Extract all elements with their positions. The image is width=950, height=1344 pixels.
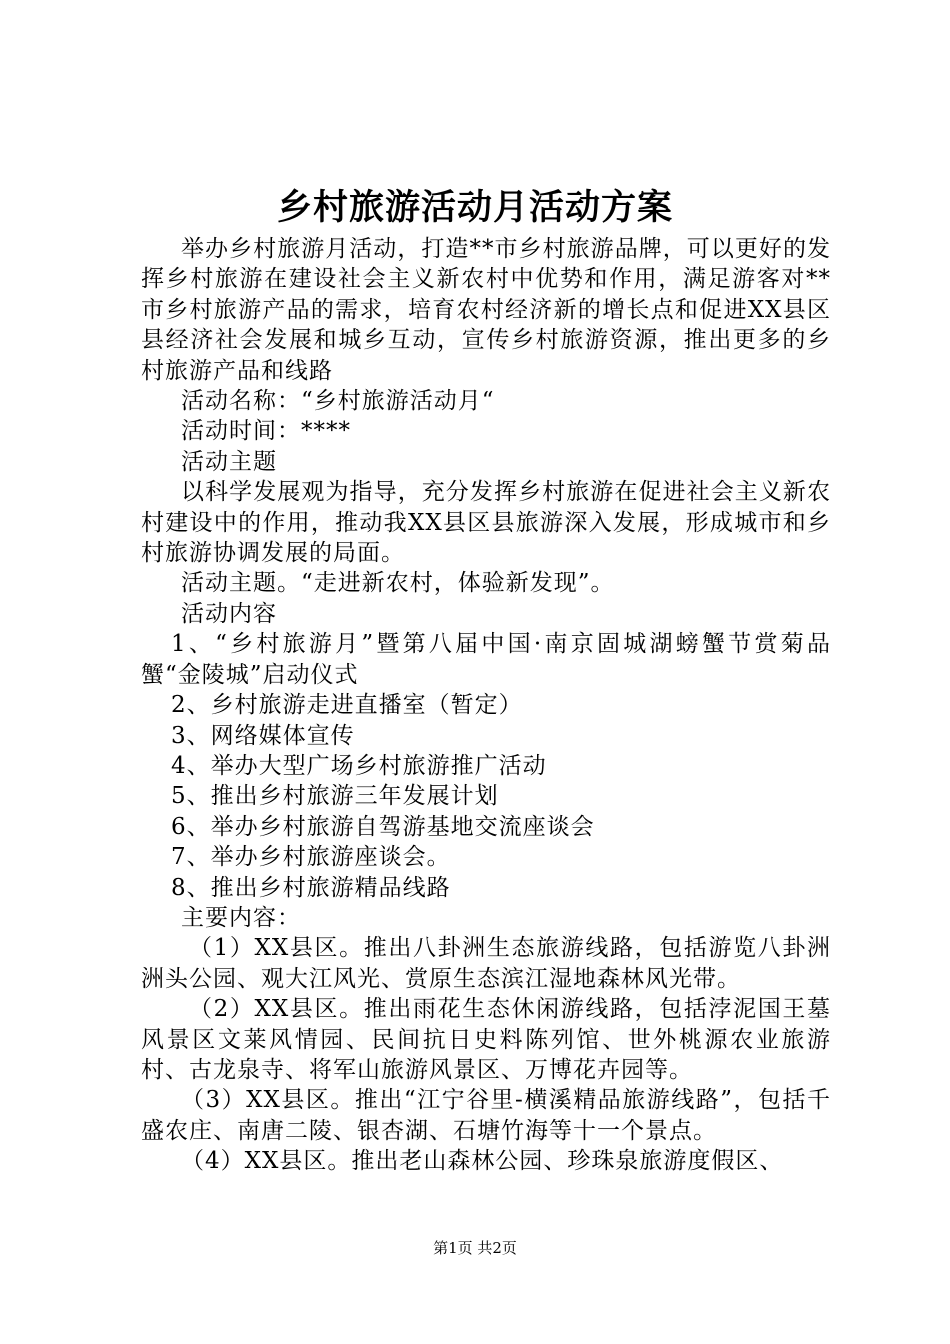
theme-paragraph: 以科学发展观为指导，充分发挥乡村旅游在促进社会主义新农村建设中的作用，推动我XX县区县旅游深入发展，形成城市和乡村旅游协调发展的局面。	[141, 479, 831, 567]
content-item-3: 3、网络媒体宣传	[171, 722, 355, 749]
document-title: 乡村旅游活动月活动方案	[276, 187, 673, 228]
main-content-item-4: （4）XX县区。推出老山森林公园、珍珠泉旅游度假区、	[181, 1148, 784, 1175]
main-content-item-2: （2）XX县区。推出雨花生态休闲游线路，包括浡泥国王墓风景区文莱风情园、民间抗日史料陈列馆、世外桃源农业旅游村、古龙泉寺、将军山旅游风景区、万博花卉园等。	[141, 996, 831, 1083]
page-footer: 第1页 共2页	[433, 1239, 517, 1257]
theme-heading: 活动主题	[181, 448, 277, 475]
content-item-8: 8、推出乡村旅游精品线路	[171, 874, 451, 901]
activity-time: 活动时间：****	[181, 418, 351, 445]
content-heading: 活动内容	[181, 600, 277, 627]
intro-paragraph: 举办乡村旅游月活动，打造**市乡村旅游品牌，可以更好的发挥乡村旅游在建设社会主义新农村中优势和作用，满足游客对**市乡村旅游产品的需求，培育农村经济新的增长点和促进XX县区县经济社会发展和城乡互动，宣传乡村旅游资源，推出更多的乡村旅游产品和线路	[141, 236, 831, 384]
content-item-4: 4、举办大型广场乡村旅游推广活动	[171, 752, 547, 779]
content-item-7: 7、举办乡村旅游座谈会。	[171, 844, 451, 871]
main-content-heading: 主要内容：	[181, 904, 301, 931]
content-item-6: 6、举办乡村旅游自驾游基地交流座谈会	[171, 813, 595, 840]
content-item-5: 5、推出乡村旅游三年发展计划	[171, 783, 499, 810]
content-item-1: 1、“乡村旅游月”暨第八届中国·南京固城湖螃蟹节赏菊品蟹“金陵城”启动仪式	[141, 631, 831, 688]
activity-name: 活动名称：“乡村旅游活动月“	[181, 388, 495, 415]
theme-slogan: 活动主题。“走进新农村，体验新发现”。	[181, 570, 615, 597]
content-item-2: 2、乡村旅游走进直播室（暂定）	[171, 692, 523, 719]
main-content-item-3: （3）XX县区。推出“江宁谷里-横溪精品旅游线路”，包括千盛农庄、南唐二陵、银杏湖、石塘竹海等十一个景点。	[141, 1087, 831, 1144]
main-content-item-1: （1）XX县区。推出八卦洲生态旅游线路，包括游览八卦洲洲头公园、观大江风光、赏原生态滨江湿地森林风光带。	[141, 935, 831, 992]
document-body	[141, 234, 831, 1177]
